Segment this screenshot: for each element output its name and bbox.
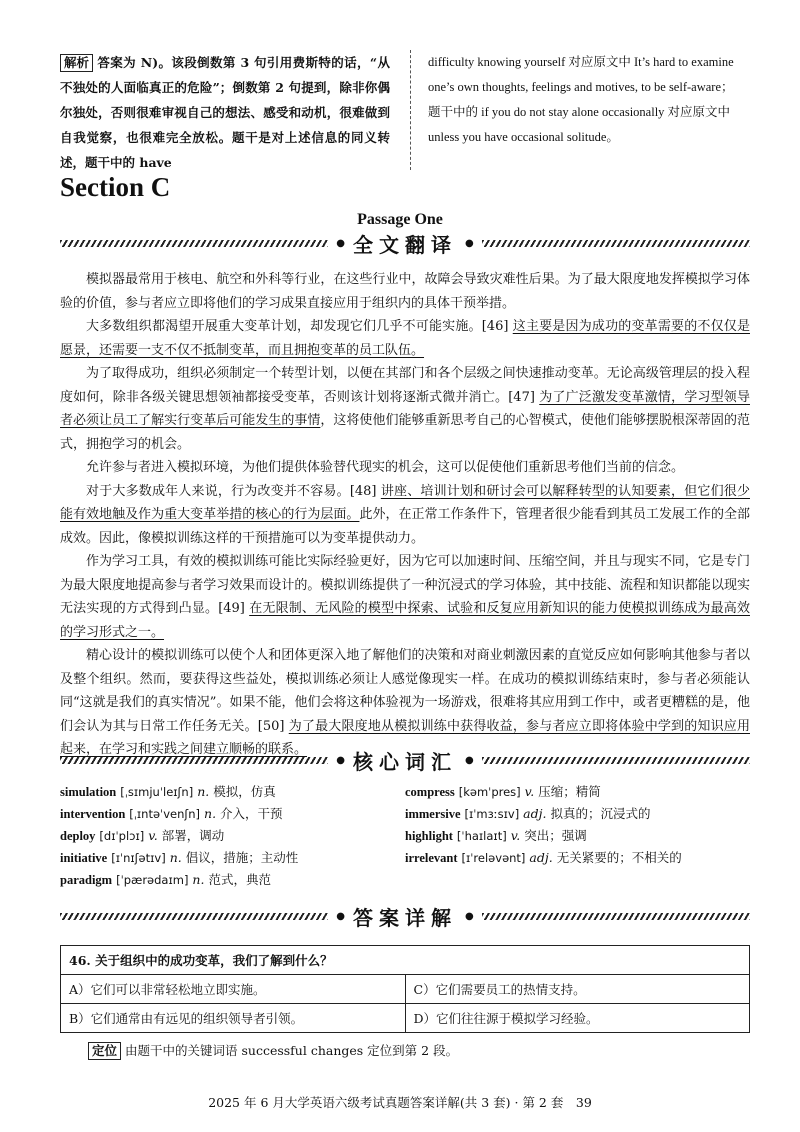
banner-answers: [60, 903, 750, 929]
paragraph: [60, 550, 750, 644]
passage-title: Passage One: [357, 211, 443, 228]
bullet-icon: ●: [336, 237, 345, 249]
locate-text: 由题干中的关键词语 successful changes 定位到第 2 段。: [125, 1043, 459, 1058]
vocab-column-right: [405, 781, 750, 891]
vocab-word: intervention: [60, 807, 126, 821]
vocab-meaning: 倡议，措施；主动性: [185, 850, 299, 865]
top-left-column: [60, 50, 400, 170]
vocab-meaning: 突出；强调: [524, 828, 587, 843]
vocab-phonetic: [ɪˈnɪʃətɪv]: [111, 851, 166, 865]
vocab-meaning: 范式，典范: [208, 872, 271, 887]
question-table: [60, 945, 750, 1033]
vocab-entry: [405, 847, 750, 869]
bullet-icon: ●: [465, 910, 474, 922]
paragraph: [60, 456, 750, 480]
vocab-word: initiative: [60, 851, 108, 865]
vocab-phonetic: [dɪˈplɔɪ]: [99, 829, 145, 843]
hatch-right: [482, 913, 750, 920]
question-row: [61, 946, 750, 975]
vocab-pos: v.: [524, 784, 535, 799]
bullet-icon: ●: [465, 237, 474, 249]
vocab-meaning: 压缩；精简: [538, 784, 601, 799]
paragraph-text: 大多数组织都渴望开展重大变革计划，却发现它们几乎不可能实施。[46]: [86, 319, 513, 334]
analysis-tag: 解析: [60, 54, 93, 72]
vocab-entry: [405, 803, 750, 825]
column-divider: [410, 50, 412, 170]
vocab-word: compress: [405, 785, 455, 799]
vocab-entry: [60, 847, 405, 869]
paragraph: [60, 362, 750, 456]
vocab-phonetic: [kəmˈpres]: [458, 785, 521, 799]
vocab-word: irrelevant: [405, 851, 458, 865]
vocab-entry: [60, 803, 405, 825]
vocab-pos: n.: [192, 872, 205, 887]
banner-title: 全文翻译: [353, 232, 457, 257]
bullet-icon: ●: [465, 754, 474, 766]
vocab-entry: [405, 825, 750, 847]
answer-underline: 为了最大限度地从模拟训练中获得收益，参与者应立即将体验中学到的知识应用起来，在学习和实践之间建立顺畅的联系。: [60, 718, 750, 757]
vocab-list: [60, 781, 750, 891]
vocab-pos: adj.: [529, 850, 553, 865]
vocab-entry: [60, 825, 405, 847]
vocab-entry: [60, 781, 405, 803]
hatch-left: [60, 757, 328, 764]
hatch-left: [60, 240, 328, 247]
vocab-meaning: 介入，干预: [220, 806, 283, 821]
banner-title: 核心词汇: [353, 749, 457, 774]
page-footer: 2025 年 6 月大学英语六级考试真题答案详解(共 3 套) · 第 2 套 39: [208, 1095, 592, 1110]
banner-translation: [60, 230, 750, 256]
answer-underline: 这主要是因为成功的变革需要的不仅仅是愿景，还需要一支不仅不抵制变革，而且拥抱变革的员工队伍。: [60, 319, 750, 358]
paragraph-text: 精心设计的模拟训练可以使个人和团体更深入地了解他们的决策和对商业刺激因素的直觉反应如何影响其他参与者以及整个组织。然而，要获得这些益处，模拟训练必须让人感觉像现实一样。在成功的模拟训练结束时，参与者必须能认同“这就是我们的真实情况”。如果不能，他们会将这种体验视为一场游戏，很难将其应用到工作中，或者更糟糕的是，他们会认为其与日常工作任务无关。[50]: [60, 648, 750, 734]
paragraph-text: 允许参与者进入模拟环境，为他们提供体验替代现实的机会，这可以促使他们重新思考他们当前的信念。: [86, 460, 685, 475]
vocab-column-left: [60, 781, 405, 891]
bullet-icon: ●: [336, 754, 345, 766]
locate-note: [88, 1041, 458, 1060]
section-title: Section C: [60, 172, 171, 202]
options-row: [61, 975, 750, 1004]
vocab-phonetic: [ˈhaɪlaɪt]: [456, 829, 507, 843]
option-a: A）它们可以非常轻松地立即实施。: [61, 975, 406, 1004]
paragraph-text: 此外，在正常工作条件下，管理者很少能看到其员工发展工作的全部成效。因此，像模拟训练这样的干预措施可以为变革提供动力。: [60, 507, 750, 546]
top-two-column-block: [60, 50, 740, 170]
vocab-pos: v.: [510, 828, 521, 843]
vocab-word: immersive: [405, 807, 461, 821]
paragraph: [60, 480, 750, 551]
hatch-right: [482, 240, 750, 247]
vocab-meaning: 无关紧要的；不相关的: [556, 850, 682, 865]
vocab-phonetic: [ɪˈmɜːsɪv]: [464, 807, 520, 821]
vocab-meaning: 拟真的；沉浸式的: [550, 806, 651, 821]
paragraph-text: 模拟器最常用于核电、航空和外科等行业，在这些行业中，故障会导致灾难性后果。为了最大限度地发挥模拟学习体验的价值，参与者应立即将他们的学习成果直接应用于组织内的具体干预举措。: [60, 272, 750, 311]
vocab-pos: n.: [169, 850, 182, 865]
vocab-phonetic: [ˌɪntəˈvenʃn]: [129, 807, 201, 821]
vocab-pos: adj.: [523, 806, 547, 821]
vocab-word: paradigm: [60, 873, 113, 887]
banner-vocab: [60, 747, 750, 773]
paragraph: [60, 268, 750, 315]
hatch-left: [60, 913, 328, 920]
vocab-entry: [405, 781, 750, 803]
paragraph-text: 为了取得成功，组织必须制定一个转型计划，以便在其部门和各个层级之间快速推动变革。无论高级管理层的投入程度如何，除非各级关键思想领袖都接受变革，否则该计划将逐渐式微并消亡。[47]: [60, 366, 750, 405]
bullet-icon: ●: [336, 910, 345, 922]
vocab-phonetic: [ɪˈreləvənt]: [461, 851, 526, 865]
analysis-text: 答案为 N)。该段倒数第 3 句引用费斯特的话，“从不独处的人面临真正的危险”；倒数第 2 句提到，除非你偶尔独处，否则很难审视自己的想法、感受和动机，很难做到自我觉察，也很难完全放松。题干是对上述信息的同义转述，题干中的 have: [60, 55, 390, 170]
option-c: C）它们需要员工的热情支持。: [405, 975, 750, 1004]
options-row: [61, 1004, 750, 1033]
answer-underline: 在无限制、无风险的模型中探索、试验和反复应用新知识的能力使模拟训练成为最高效的学习形式之一。: [60, 601, 750, 640]
vocab-word: deploy: [60, 829, 96, 843]
banner-title: 答案详解: [353, 905, 457, 930]
vocab-word: highlight: [405, 829, 453, 843]
paragraph-text: 对于大多数成年人来说，行为改变并不容易。[48]: [86, 483, 381, 499]
paragraph: [60, 315, 750, 362]
question-title: 46. 关于组织中的成功变革，我们了解到什么？: [61, 946, 750, 975]
vocab-entry: [60, 869, 405, 891]
vocab-meaning: 部署，调动: [161, 828, 225, 843]
paragraph-text: ，这将使他们能够重新思考自己的心智模式，使他们能够摆脱根深蒂固的范式，拥抱学习的机会。: [60, 413, 750, 452]
translation-body: [60, 268, 750, 762]
vocab-pos: v.: [148, 828, 158, 843]
top-right-column: difficulty knowing yourself 对应原文中 It’s hard to examine one’s own thoughts, feelings and motives, to be self-aware；题干中的 if you do not stay alone occasionally 对应原文中 unless you have occasional solitude。: [428, 55, 734, 144]
answer-underline: 讲座、培训计划和研讨会可以解释转型的认知要素，但它们很少能有效地触及作为重大变革举措的核心的行为层面。: [60, 483, 750, 522]
paragraph: [60, 644, 750, 762]
option-d: D）它们往往源于模拟学习经验。: [405, 1004, 750, 1033]
option-b: B）它们通常由有远见的组织领导者引领。: [61, 1004, 406, 1033]
vocab-word: simulation: [60, 785, 117, 799]
vocab-pos: n.: [197, 784, 210, 799]
vocab-phonetic: [ˈpærədaɪm]: [116, 873, 189, 887]
vocab-pos: n.: [204, 806, 217, 821]
answer-underline: 为了广泛激发变革激情，学习型领导者必须让员工了解实行变革后可能发生的事情: [60, 389, 750, 428]
vocab-meaning: 模拟，仿真: [213, 784, 276, 799]
paragraph-text: 作为学习工具，有效的模拟训练可能比实际经验更好，因为它可以加速时间、压缩空间，并且与现实不同，它是专门为最大限度地提高参与者学习效果而设计的。模拟训练提供了一种沉浸式的学习体验，其中技能、流程和知识都能以现实无法实现的方式得到凸显。[49]: [60, 554, 750, 616]
locate-tag: 定位: [88, 1042, 121, 1060]
hatch-right: [482, 757, 750, 764]
vocab-phonetic: [ˌsɪmjuˈleɪʃn]: [120, 785, 194, 799]
